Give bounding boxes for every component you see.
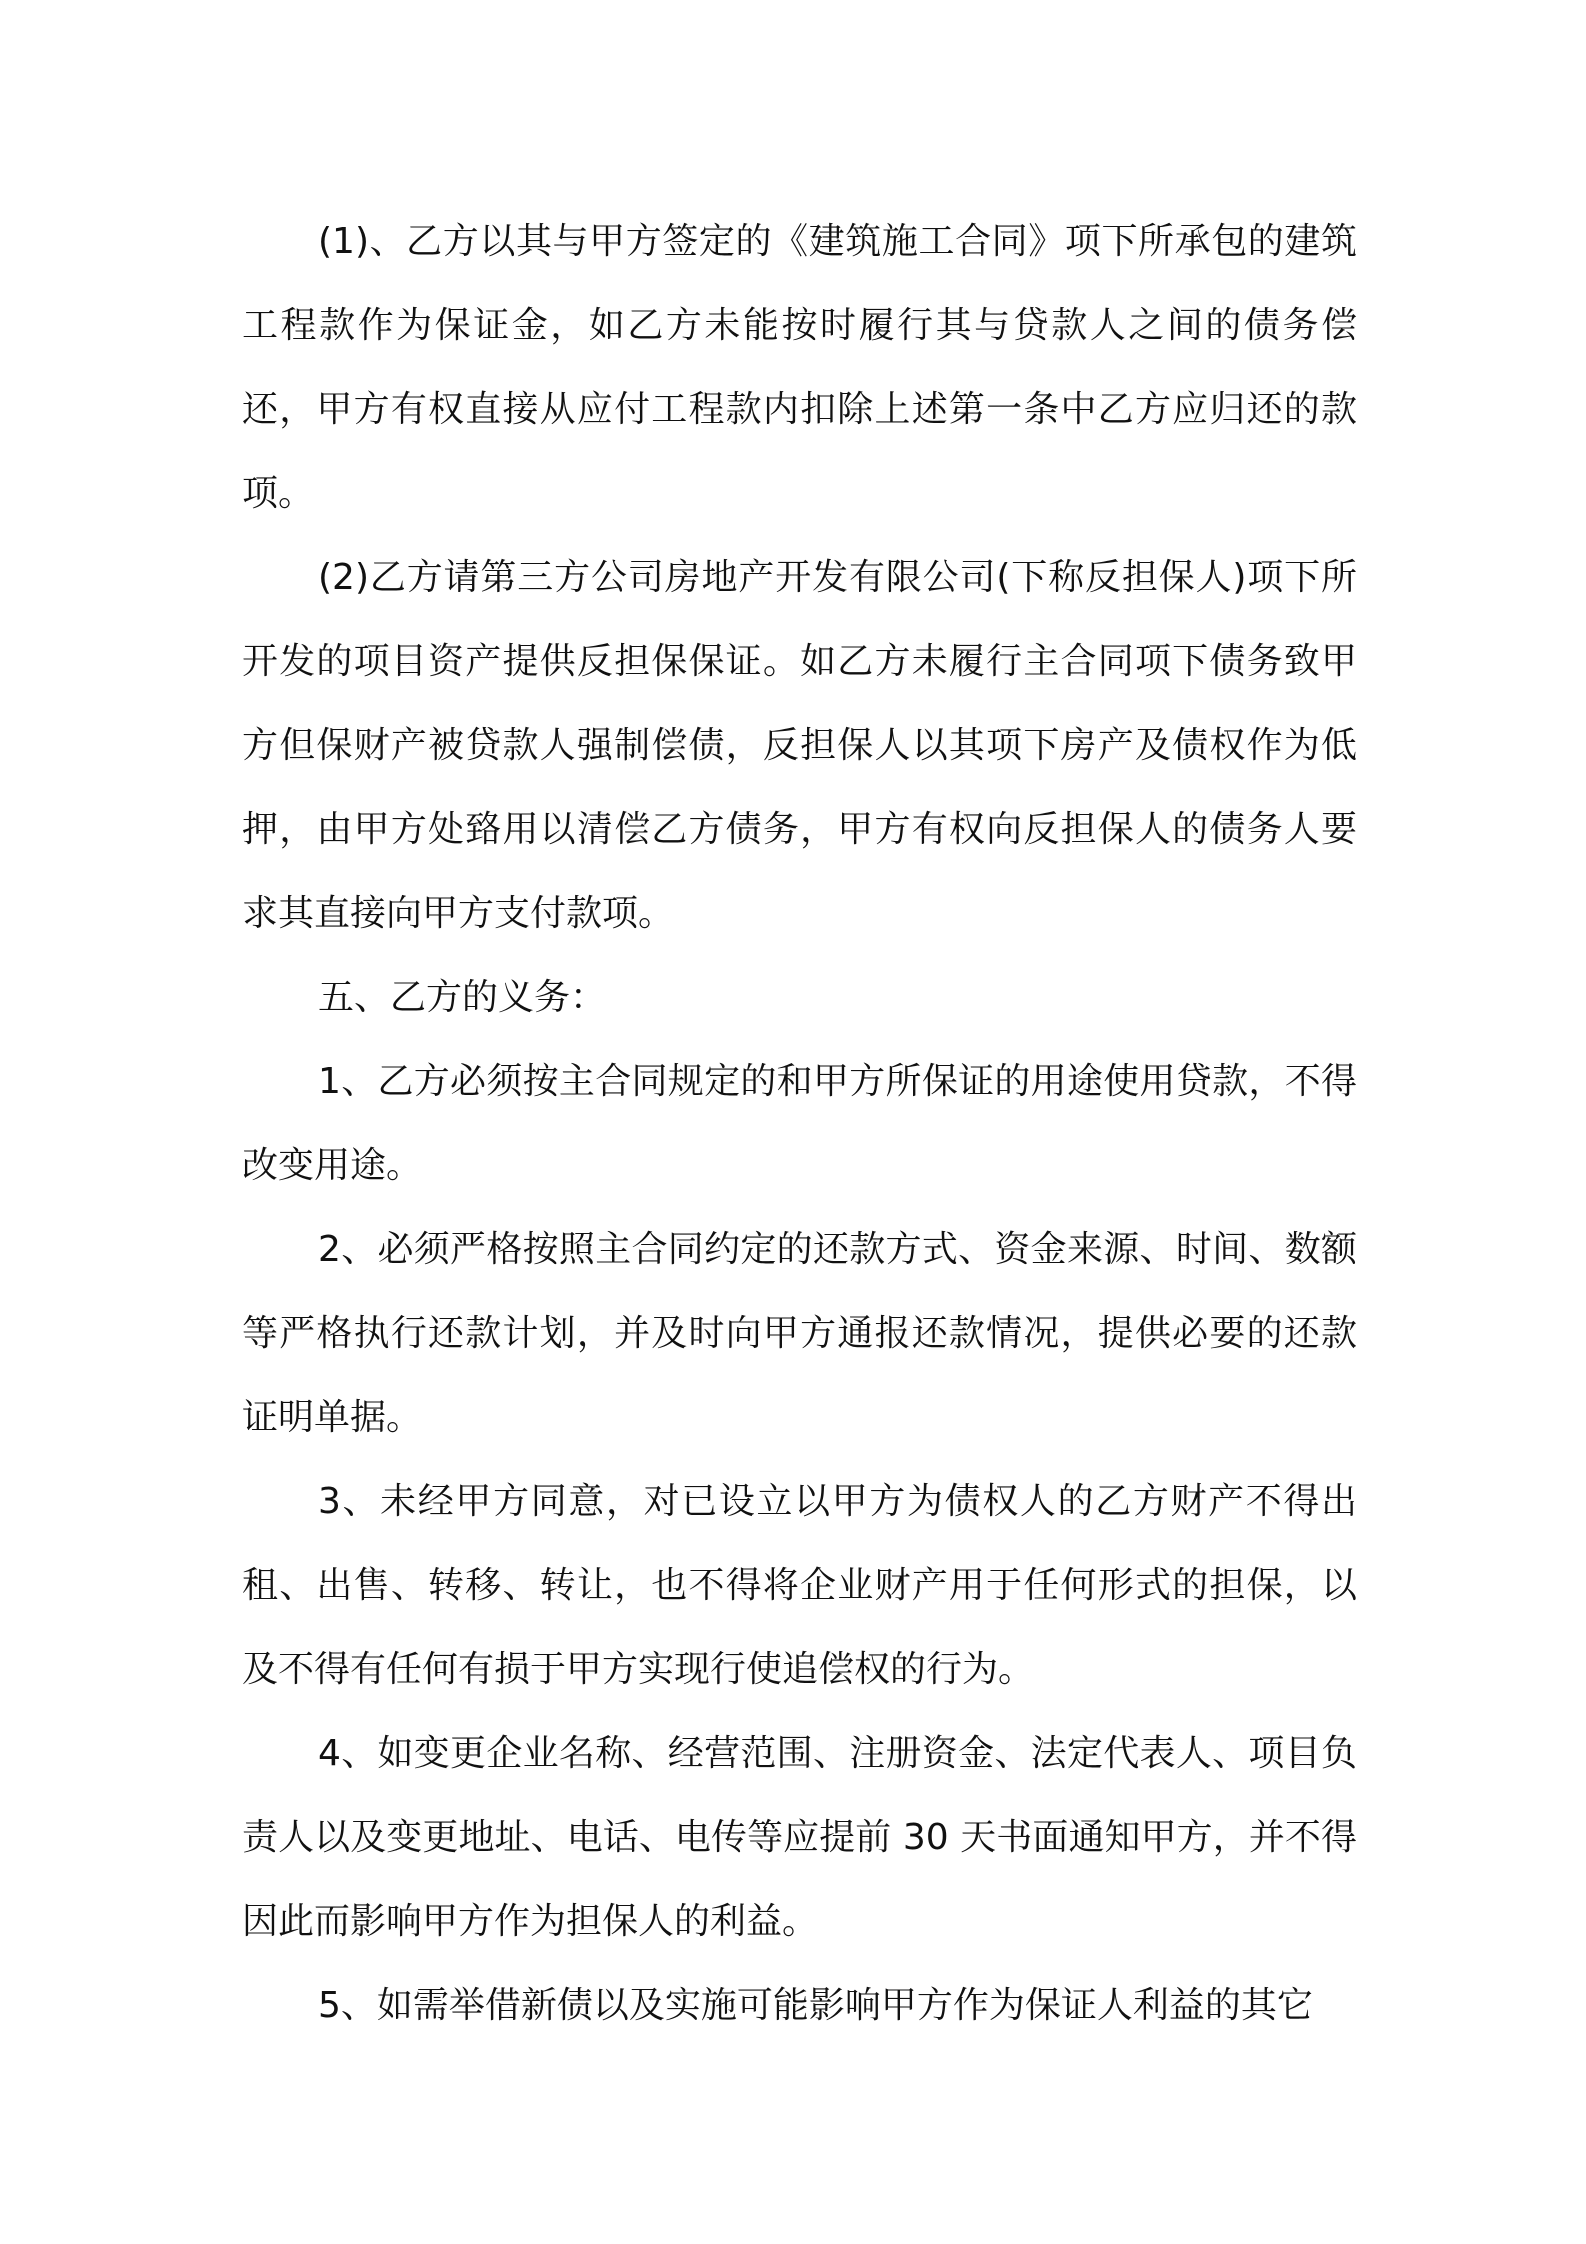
section-heading-obligations: 五、乙方的义务： xyxy=(318,977,607,1018)
paragraph-clause-2: (2)乙方请第三方公司房地产开发有限公司(下称反担保人)项下所开发的项目资产提供反担保保证。如乙方未履行主合同项下债务致甲方但保财产被贷款人强制偿债，反担保人以其项下房产及债权作为低押，由甲方处臵用以清偿乙方债务，甲方有权向反担保人的债务人要求其直接向甲方支付款项。 xyxy=(242,557,1357,934)
paragraph-obligation-5: 5、如需举借新债以及实施可能影响甲方作为保证人利益的其它 xyxy=(318,1985,1313,2026)
paragraph-obligation-1: 1、乙方必须按主合同规定的和甲方所保证的用途使用贷款，不得改变用途。 xyxy=(242,1061,1357,1186)
paragraph-obligation-4: 4、如变更企业名称、经营范围、注册资金、法定代表人、项目负责人以及变更地址、电话、电传等应提前 30 天书面通知甲方，并不得因此而影响甲方作为担保人的利益。 xyxy=(242,1733,1357,1942)
paragraph-obligation-2: 2、必须严格按照主合同约定的还款方式、资金来源、时间、数额等严格执行还款计划，并及时向甲方通报还款情况，提供必要的还款证明单据。 xyxy=(242,1229,1357,1438)
document-page xyxy=(242,200,1357,2048)
paragraph-obligation-3: 3、未经甲方同意，对已设立以甲方为债权人的乙方财产不得出租、出售、转移、转让，也不得将企业财产用于任何形式的担保，以及不得有任何有损于甲方实现行使追偿权的行为。 xyxy=(242,1481,1357,1690)
paragraph-clause-1: (1)、乙方以其与甲方签定的《建筑施工合同》项下所承包的建筑工程款作为保证金，如乙方未能按时履行其与贷款人之间的债务偿还，甲方有权直接从应付工程款内扣除上述第一条中乙方应归还的款项。 xyxy=(242,221,1357,514)
